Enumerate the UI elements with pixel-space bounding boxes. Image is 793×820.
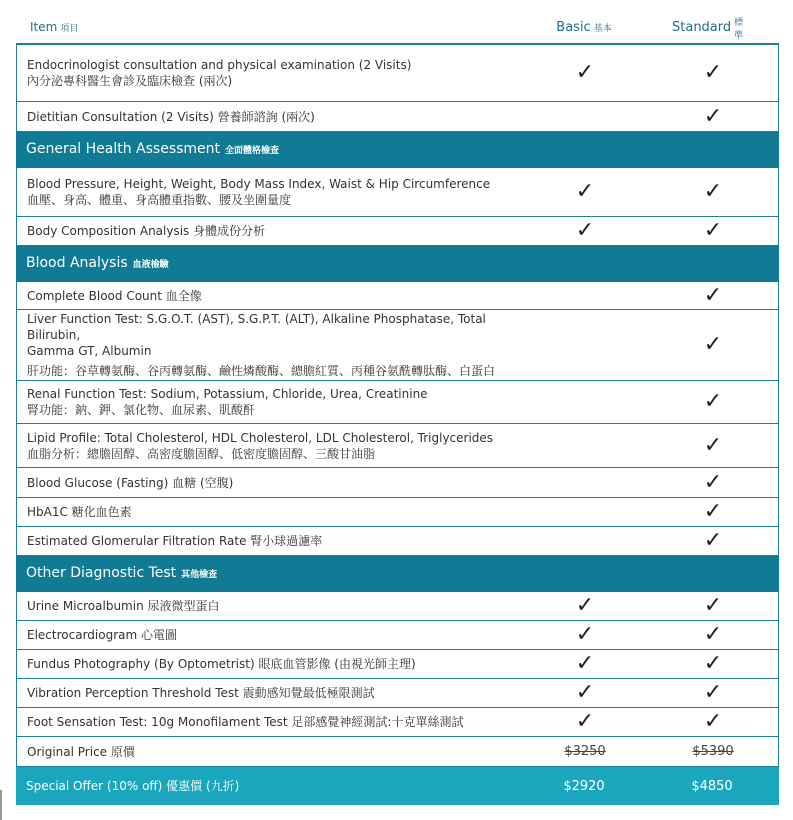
special-offer-basic: $2920 [563,778,605,794]
basic-cell [545,282,625,309]
item-text-line: Endocrinologist consultation and physical examination (2 Visits) [27,58,412,72]
basic-cell [545,679,625,707]
section-title-zh: 其他檢查 [181,569,218,580]
item-description [17,311,517,379]
checkmark-icon: ✓ [703,179,723,204]
table-row [16,217,779,246]
section-title-cell [16,255,516,273]
item-text-line: 內分泌專科醫生會診及臨床檢查 (兩次) [27,74,233,88]
standard-cell [673,592,753,620]
item-text-line: Foot Sensation Test: 10g Monofilament Test 足部感覺神經測試:十克單絲測試 [27,715,464,729]
basic-cell [545,708,625,736]
checkmark-icon: ✓ [703,593,723,618]
table-row [16,381,779,424]
item-text-line: HbA1C 糖化血色素 [27,505,132,519]
header-item: Item [30,19,58,34]
checkmark-icon: ✓ [703,432,723,458]
checkmark-icon: ✓ [703,622,723,647]
item-text-line: Liver Function Test: S.G.O.T. (AST), S.G.P.T. (ALT), Alkaline Phosphatase, Total Bilirubin, [27,312,486,342]
header-item-label [16,19,516,37]
checkmark-icon: ✓ [703,103,723,129]
header-item-zh: 項目 [60,23,79,34]
standard-cell [673,282,753,309]
table-row [16,650,779,679]
item-text-line: Vibration Perception Threshold Test 震動感知覺最低極限測試 [27,686,375,700]
standard-cell [673,527,753,555]
standard-cell [673,650,753,678]
header-basic-zh: 基本 [593,24,612,34]
checkmark-icon: ✓ [703,282,723,308]
table-row [16,592,779,621]
section-title: Blood Analysis [26,254,128,271]
standard-cell [673,168,753,216]
item-description [17,533,517,549]
header-standard-cell [672,12,752,43]
table-row [16,102,779,132]
item-text-line: 肝功能：谷草轉氨酶、谷丙轉氨酶、鹼性燐酸酶、總膽紅質、丙種谷氨酰轉肽酶、白蛋白 [27,364,496,378]
checkmark-icon: ✓ [703,499,723,524]
section-title-cell [16,141,516,159]
checkmark-icon: ✓ [703,60,723,85]
header-basic-cell [544,12,624,43]
checkmark-icon: ✓ [575,218,595,243]
section-header [16,556,779,592]
item-text-line: 腎功能：鈉、鉀、氯化物、血尿素、肌酸酐 [27,403,256,417]
section-title: General Health Assessment [26,140,221,157]
checkmark-icon: ✓ [703,469,723,495]
original-price-standard-cell [673,737,753,766]
standard-cell [673,217,753,245]
special-offer-standard: $4850 [691,778,733,794]
table-body [16,45,779,737]
standard-cell [673,468,753,497]
table-row [16,498,779,527]
item-description [17,504,517,520]
section-title-zh: 血液檢驗 [132,259,169,270]
original-price-row [16,737,779,767]
table-header [16,12,779,45]
table-row [16,310,779,381]
section-title: Other Diagnostic Test [26,564,177,581]
item-description [17,598,517,614]
table-row [16,282,779,310]
standard-cell [673,498,753,526]
table-row [16,527,779,556]
table-row [16,168,779,217]
checkmark-icon: ✓ [575,709,595,734]
header-standard-zh: 標準 [734,17,744,41]
basic-cell [545,527,625,555]
checkmark-icon: ✓ [575,622,595,647]
basic-cell [545,621,625,649]
item-text-line: Estimated Glomerular Filtration Rate 腎小球過濾率 [27,534,323,548]
price-table [16,12,779,805]
basic-cell [545,102,625,131]
item-description [17,627,517,643]
checkmark-icon: ✓ [575,680,595,705]
table-row [16,424,779,468]
section-header [16,246,779,282]
checkmark-icon: ✓ [575,60,595,85]
basic-cell [545,310,625,380]
item-text-line: Body Composition Analysis 身體成份分析 [27,224,266,238]
item-description [17,109,517,125]
item-description [17,223,517,239]
item-text-line: Blood Pressure, Height, Weight, Body Mass Index, Waist & Hip Circumference [27,177,491,191]
table-row [16,45,779,102]
item-description [17,288,517,304]
header-standard: Standard [672,20,732,35]
original-price-label: Original Price 原價 [27,744,135,759]
header-basic: Basic [556,20,591,35]
standard-cell [673,708,753,736]
basic-cell [545,381,625,423]
checkmark-icon: ✓ [703,680,723,705]
basic-cell [545,592,625,620]
original-price-basic: $3250 [564,744,606,759]
original-price-standard: $5390 [692,744,734,759]
item-text-line: 血壓、身高、體重、身高體重指數、腰及坐圍量度 [27,193,292,207]
item-text-line: Renal Function Test: Sodium, Potassium, Chloride, Urea, Creatinine [27,387,428,401]
checkmark-icon: ✓ [575,179,595,204]
item-text-line: Electrocardiogram 心電圖 [27,628,177,642]
basic-cell [545,45,625,101]
page-edge-mark [0,790,2,820]
checkmark-icon: ✓ [575,593,595,618]
basic-cell [545,498,625,526]
item-text-line: Urine Microalbumin 尿液微型蛋白 [27,599,220,613]
checkmark-icon: ✓ [703,389,723,414]
standard-cell [673,45,753,101]
checkmark-icon: ✓ [703,651,723,676]
item-text-line: Complete Blood Count 血全像 [27,288,202,303]
basic-cell [545,468,625,497]
basic-cell [545,217,625,245]
item-description [17,714,517,730]
table-row [16,708,779,737]
item-text-line: Dietitian Consultation (2 Visits) 營養師諮詢 (兩次) [27,109,315,124]
standard-cell [673,424,753,467]
checkmark-icon: ✓ [575,651,595,676]
special-offer-label: Special Offer (10% off) 優惠價 (九折) [26,779,240,793]
item-text-line: Gamma GT, Albumin [27,344,152,358]
checkmark-icon: ✓ [703,528,723,553]
item-description [17,176,517,208]
item-text-line: 血脂分析：總膽固醇、高密度膽固醇、低密度膽固醇、三酸甘油脂 [27,446,376,461]
item-text-line: Fundus Photography (By Optometrist) 眼底血管影像 (由視光師主理) [27,657,416,671]
section-title-cell [16,565,516,583]
item-description [17,685,517,701]
table-row [16,679,779,708]
basic-cell [545,168,625,216]
item-description [17,656,517,672]
checkmark-icon: ✓ [703,709,723,734]
standard-cell [673,102,753,131]
section-header [16,132,779,168]
table-row [16,621,779,650]
item-description [17,430,517,462]
item-description [17,57,517,89]
standard-cell [673,621,753,649]
checkmark-icon: ✓ [703,218,723,243]
basic-cell [545,650,625,678]
special-offer-row [16,767,779,805]
basic-cell [545,424,625,467]
item-text-line: Lipid Profile: Total Cholesterol, HDL Cholesterol, LDL Cholesterol, Triglycerides [27,430,494,445]
table-row [16,468,779,498]
standard-cell [673,381,753,423]
item-text-line: Blood Glucose (Fasting) 血糖 (空腹) [27,475,234,490]
standard-cell [673,310,753,380]
standard-cell [673,679,753,707]
item-description [17,475,517,491]
checkmark-icon: ✓ [703,332,723,357]
section-title-zh: 全面體格檢查 [225,145,280,156]
item-description [17,386,517,418]
original-price-basic-cell [545,737,625,766]
